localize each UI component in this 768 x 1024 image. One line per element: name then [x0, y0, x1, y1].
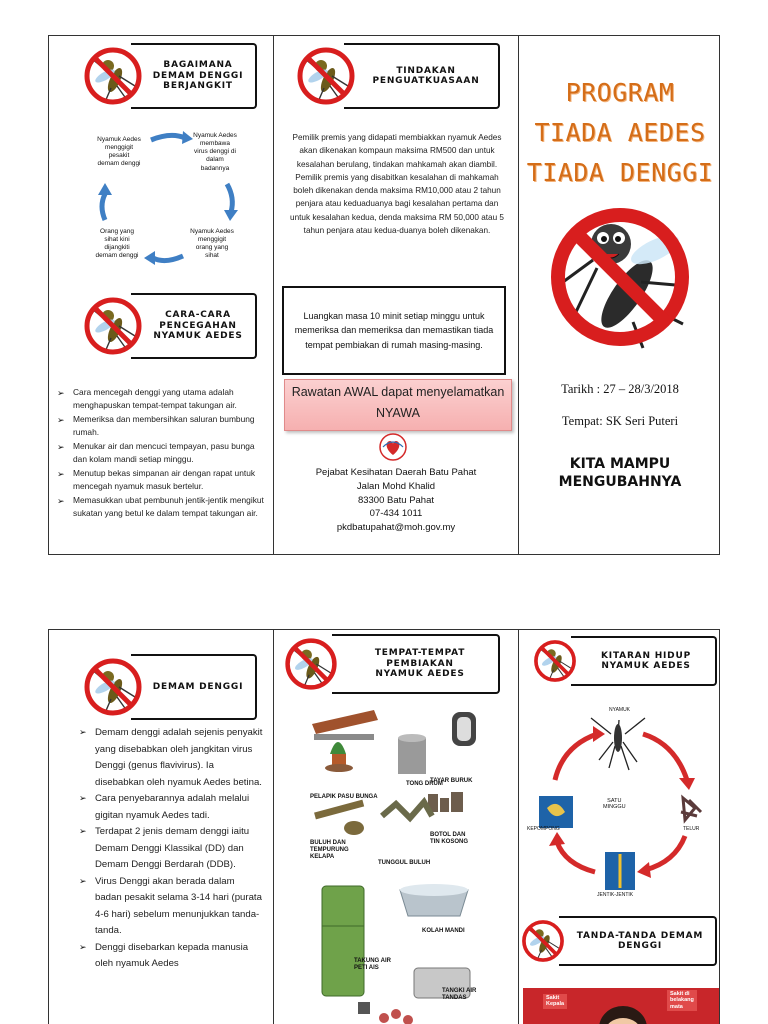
postcode: 83300 Batu Pahat [357, 494, 435, 506]
panel-how-dengue-spreads [49, 36, 273, 554]
panel-cover [518, 36, 721, 554]
label-headache: Sakit Kepala [543, 994, 567, 1009]
panel-breeding-sites [273, 630, 518, 1024]
dengue-info-list [79, 725, 263, 973]
no-mosquito-icon [83, 296, 143, 356]
list-item: ➢ Menutup bekas simpanan air dengan rapat untuk mencegah nyamuk masuk bertelur. [57, 467, 269, 494]
panel-dengue-fever [49, 630, 273, 1024]
section-header [533, 636, 717, 686]
contact-block [274, 466, 518, 535]
no-mosquito-icon [83, 657, 143, 717]
enforcement-text: Pemilik premis yang didapati membiakkan nyamuk Aedes akan dikenakan kompaun maksima RM500 dan untuk kesalahan berulang, tindakan mahkamah akan diambil. Pemilik premis yang disabitkan kesalahan di mahkamah boleh dikenakan denda maksima RM10,000 atau 2 tahun penjara atau keduaduanya bagi kesalahan pertama dan untuk kesalahan kedua, denda maksima RM 50,000 atau 5 tahun penjara atau kedua-duanya boleh dikenakan. [290, 133, 504, 235]
reminder-text: Luangkan masa 10 minit setiap minggu untuk memeriksa dan memeriksa dan memastikan tiada tempat pembiakan di rumah masing-masing. [294, 310, 494, 350]
label-tunggul: TUNGGUL BULUH [378, 860, 431, 866]
program-title-line-1: PROGRAM [565, 78, 675, 107]
brochure-inside [48, 629, 720, 1024]
label-tangki: TANGKI AIR TANDAS [442, 988, 477, 1001]
list-item: ➢ Memeriksa dan membersihkan saluran bumbung rumah. [57, 413, 269, 440]
list-item: ➢ Memasukkan ubat pembunuh jentik-jentik mengikut sukatan yang betul ke dalam tempat takungan air. [57, 494, 269, 521]
label-botol: BOTOL DAN TIN KOSONG [430, 832, 469, 845]
label-pelapik: PELAPIK PASU BUNGA [310, 794, 378, 800]
header-title: BAGAIMANA DEMAM DENGGI BERJANGKIT [152, 60, 244, 92]
cycle-step-1: Nyamuk Aedes menggigit pesakit demam denggi [97, 136, 141, 168]
no-mosquito-icon [83, 46, 143, 106]
header-title: CARA-CARA PENCEGAHAN NYAMUK AEDES [153, 310, 243, 342]
symptoms-illustration [523, 988, 719, 1024]
no-mosquito-icon [533, 639, 577, 683]
list-item: ➢ Denggi disebarkan kepada manusia oleh nyamuk Aedes [79, 940, 263, 973]
slogan: KITA MAMPU MENGUBAHNYA [558, 456, 682, 490]
health-logo-icon [376, 432, 410, 462]
label-kolah: KOLAH MANDI [422, 928, 465, 934]
early-treatment-banner [284, 379, 512, 431]
header-title: TEMPAT-TEMPAT PEMBIAKAN NYAMUK AEDES [374, 648, 466, 680]
reminder-box [282, 286, 506, 375]
list-item: ➢ Menukar air dan mencuci tempayan, pasu bunga dan kolam mandi setiap minggu. [57, 440, 269, 467]
cycle-step-3: Nyamuk Aedes menggigit orang yang sihat [190, 228, 234, 260]
event-venue: Tempat: SK Seri Puteri [561, 414, 679, 428]
no-mosquito-cover-icon [523, 202, 717, 352]
breeding-sites-illustration-2 [318, 882, 494, 1024]
no-mosquito-icon [521, 919, 565, 963]
cycle-step-2: Nyamuk Aedes membawa virus denggi di dalam badannya [193, 132, 237, 172]
street-address: Jalan Mohd Khalid [356, 480, 436, 492]
label-telur: TELUR [683, 826, 700, 832]
brochure-outside [48, 35, 720, 555]
arrow-left-icon [143, 250, 185, 268]
prevention-list [57, 386, 269, 520]
list-item: ➢ Terdapat 2 jenis demam denggi iaitu Demam Denggi Klassikal (DD) dan Demam Denggi Berdarah (DDB). [79, 824, 263, 874]
label-nyamuk: NYAMUK [609, 707, 631, 713]
arrow-up-icon [95, 182, 115, 222]
header-title: DEMAM DENGGI [152, 681, 244, 692]
label-kepompong: KEPOMPONG [527, 826, 560, 832]
person-head-icon [593, 998, 653, 1024]
phone-number: 07-434 1011 [369, 508, 423, 520]
label-buluh: BULUH DAN TEMPURUNG KELAPA [310, 840, 349, 860]
program-title-line-2: TIADA AEDES [534, 118, 706, 147]
header-title: TINDAKAN PENGUATKUASAAN [372, 65, 480, 86]
label-tong: TONG DRUM [406, 781, 443, 787]
section-header [521, 916, 717, 966]
list-item: ➢ Demam denggi adalah sejenis penyakit yang disebabkan oleh jangkitan virus Denggi (genus flavivirus). Ia disebabkan oleh nyamuk Aedes betina. [79, 725, 263, 791]
email-address: pkdbatupahat@moh.gov.my [336, 522, 456, 534]
banner-text: Rawatan AWAL dapat menyelamatkan NYAWA [291, 385, 505, 421]
header-title: KITARAN HIDUP NYAMUK AEDES [601, 650, 691, 671]
section-header [296, 43, 500, 109]
program-title-line-3: TIADA DENGGI [526, 158, 714, 187]
label-tayar: TAYAR BURUK [430, 778, 473, 784]
event-date: Tarikh : 27 – 28/3/2018 [561, 382, 679, 396]
office-name: Pejabat Kesihatan Daerah Batu Pahat [315, 467, 477, 478]
list-item: ➢ Virus Denggi akan berada dalam badan pesakit selama 3-14 hari (purata 4-6 hari) sebelum menunjukkan tanda-tanda. [79, 874, 263, 940]
arrow-down-icon [221, 182, 241, 222]
no-mosquito-icon [284, 637, 338, 691]
section-header [83, 654, 257, 720]
panel-life-cycle [518, 630, 721, 1024]
no-mosquito-icon [296, 46, 356, 106]
cycle-step-4: Orang yang sihat kini dijangkiti demam denggi [95, 228, 139, 260]
header-title: TANDA-TANDA DEMAM DENGGI [576, 930, 704, 951]
section-header [83, 293, 257, 359]
section-header [284, 634, 500, 694]
section-header [83, 43, 257, 109]
list-item: ➢ Cara penyebarannya adalah melalui gigitan nyamuk Aedes tadi. [79, 791, 263, 824]
label-center-week: SATU MINGGU [603, 798, 626, 811]
label-eye-pain: Sakit di belakang mata [667, 990, 697, 1011]
label-takung: TAKUNG AIR PETI AIS [354, 958, 391, 971]
panel-enforcement [273, 36, 518, 554]
label-jentik: JENTIK-JENTIK [597, 892, 634, 898]
list-item: ➢ Cara mencegah denggi yang utama adalah menghapuskan tempat-tempat takungan air. [57, 386, 269, 413]
